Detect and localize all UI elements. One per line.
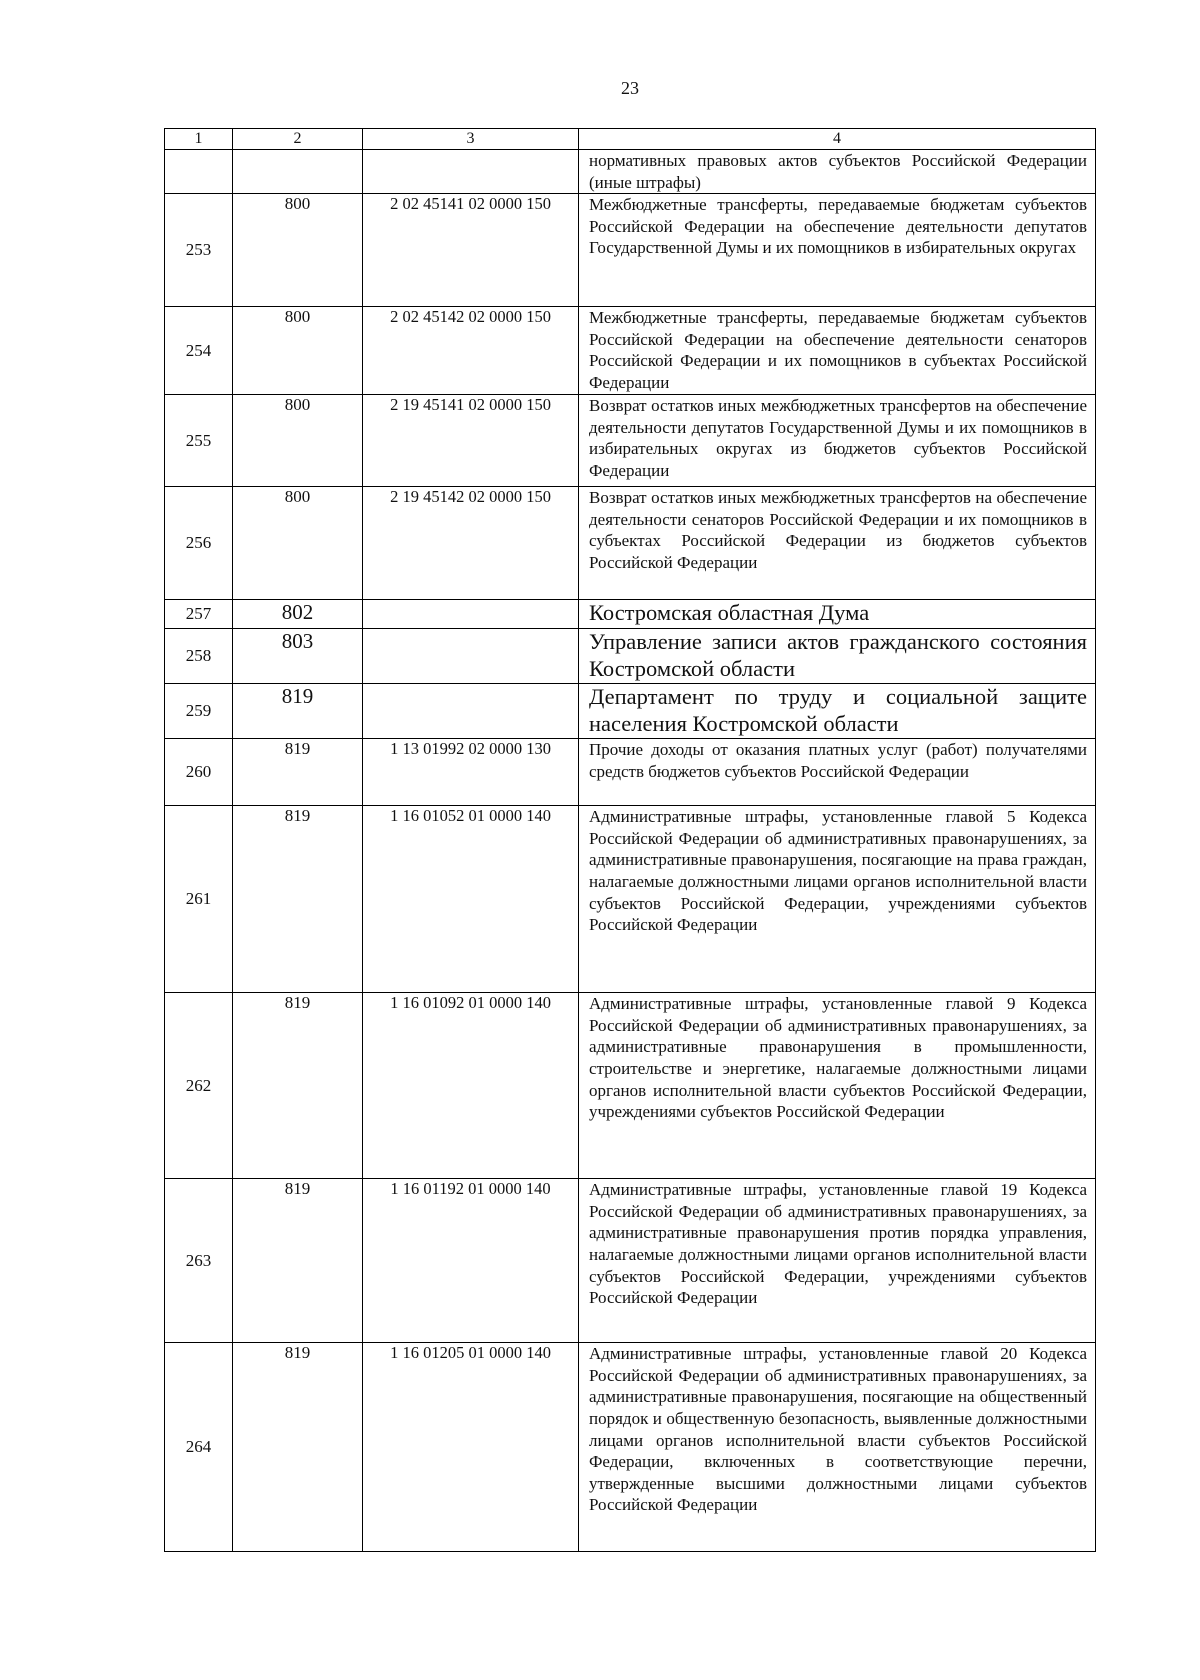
table-header-row xyxy=(165,129,1096,150)
column-header: 2 xyxy=(233,129,363,150)
row-number: 256 xyxy=(165,487,233,600)
budget-code xyxy=(363,600,579,629)
table-row xyxy=(165,395,1096,487)
row-number: 263 xyxy=(165,1179,233,1343)
table-row xyxy=(165,307,1096,395)
table-row xyxy=(165,487,1096,600)
row-description: Возврат остатков иных межбюджетных трансфертов на обеспечение деятельности сенаторов Российской Федерации и их помощников в субъектах Российской Федерации из бюджетов субъектов Российской Федерации xyxy=(579,487,1096,600)
table-row xyxy=(165,600,1096,629)
budget-code xyxy=(363,684,579,739)
table-row xyxy=(165,194,1096,307)
row-number: 261 xyxy=(165,806,233,993)
admin-code: 800 xyxy=(233,194,363,307)
row-number: 254 xyxy=(165,307,233,395)
row-description: Прочие доходы от оказания платных услуг (работ) получателями средств бюджетов субъектов Российской Федерации xyxy=(579,739,1096,806)
row-description: Межбюджетные трансферты, передаваемые бюджетам субъектов Российской Федерации на обеспечение деятельности депутатов Государственной Думы и их помощников в избирательных округах xyxy=(579,194,1096,307)
table-row xyxy=(165,1343,1096,1552)
admin-code: 819 xyxy=(233,1179,363,1343)
column-header: 3 xyxy=(363,129,579,150)
budget-code: 1 13 01992 02 0000 130 xyxy=(363,739,579,806)
budget-code xyxy=(363,150,579,194)
table-row xyxy=(165,684,1096,739)
admin-code: 819 xyxy=(233,1343,363,1552)
row-description: Костромская областная Дума xyxy=(579,600,1096,629)
admin-code: 800 xyxy=(233,307,363,395)
table-row xyxy=(165,629,1096,684)
admin-code: 819 xyxy=(233,806,363,993)
admin-code: 800 xyxy=(233,395,363,487)
budget-code: 1 16 01205 01 0000 140 xyxy=(363,1343,579,1552)
admin-code: 802 xyxy=(233,600,363,629)
row-description: Управление записи актов гражданского состояния Костромской области xyxy=(579,629,1096,684)
budget-code: 2 19 45142 02 0000 150 xyxy=(363,487,579,600)
column-header: 4 xyxy=(579,129,1096,150)
admin-code: 819 xyxy=(233,684,363,739)
admin-code: 803 xyxy=(233,629,363,684)
budget-code: 2 19 45141 02 0000 150 xyxy=(363,395,579,487)
column-header: 1 xyxy=(165,129,233,150)
admin-code xyxy=(233,150,363,194)
row-number: 264 xyxy=(165,1343,233,1552)
revenue-table xyxy=(164,128,1096,1552)
table-row xyxy=(165,993,1096,1179)
row-description: Административные штрафы, установленные главой 20 Кодекса Российской Федерации об административных правонарушениях, за административные правонарушения, посягающие на общественный порядок и общественную безопасность, выявленные должностными лицами органов исполнительной власти субъектов Российской Федерации, включенных в соответствующие перечни, утвержденные высшими должностными лицами субъектов Российской Федерации xyxy=(579,1343,1096,1552)
budget-code: 2 02 45142 02 0000 150 xyxy=(363,307,579,395)
admin-code: 819 xyxy=(233,993,363,1179)
row-description: Административные штрафы, установленные главой 5 Кодекса Российской Федерации об административных правонарушениях, за административные правонарушения, посягающие на права граждан, налагаемые должностными лицами органов исполнительной власти субъектов Российской Федерации, учреждениями субъектов Российской Федерации xyxy=(579,806,1096,993)
table-row xyxy=(165,1179,1096,1343)
budget-code: 2 02 45141 02 0000 150 xyxy=(363,194,579,307)
row-number: 262 xyxy=(165,993,233,1179)
row-number: 257 xyxy=(165,600,233,629)
admin-code: 800 xyxy=(233,487,363,600)
page-number: 23 xyxy=(621,78,639,98)
row-description: Межбюджетные трансферты, передаваемые бюджетам субъектов Российской Федерации на обеспечение деятельности сенаторов Российской Федерации и их помощников в субъектах Российской Федерации xyxy=(579,307,1096,395)
budget-code: 1 16 01092 01 0000 140 xyxy=(363,993,579,1179)
row-number: 258 xyxy=(165,629,233,684)
budget-code xyxy=(363,629,579,684)
row-description: Административные штрафы, установленные главой 9 Кодекса Российской Федерации об административных правонарушениях, за административные правонарушения в промышленности, строительстве и энергетике, налагаемые должностными лицами органов исполнительной власти субъектов Российской Федерации, учреждениями субъектов Российской Федерации xyxy=(579,993,1096,1179)
budget-code: 1 16 01052 01 0000 140 xyxy=(363,806,579,993)
table-row xyxy=(165,806,1096,993)
budget-code: 1 16 01192 01 0000 140 xyxy=(363,1179,579,1343)
row-number: 260 xyxy=(165,739,233,806)
table-row xyxy=(165,739,1096,806)
admin-code: 819 xyxy=(233,739,363,806)
row-number: 255 xyxy=(165,395,233,487)
row-number: 253 xyxy=(165,194,233,307)
table-row xyxy=(165,150,1096,194)
row-description: Административные штрафы, установленные главой 19 Кодекса Российской Федерации об административных правонарушениях, за административные правонарушения против порядка управления, налагаемые должностными лицами органов исполнительной власти субъектов Российской Федерации, учреждениями субъектов Российской Федерации xyxy=(579,1179,1096,1343)
row-number: 259 xyxy=(165,684,233,739)
row-description: Департамент по труду и социальной защите населения Костромской области xyxy=(579,684,1096,739)
row-description: Возврат остатков иных межбюджетных трансфертов на обеспечение деятельности депутатов Государственной Думы и их помощников в избирательных округах из бюджетов субъектов Российской Федерации xyxy=(579,395,1096,487)
row-number xyxy=(165,150,233,194)
row-description: нормативных правовых актов субъектов Российской Федерации (иные штрафы) xyxy=(579,150,1096,194)
